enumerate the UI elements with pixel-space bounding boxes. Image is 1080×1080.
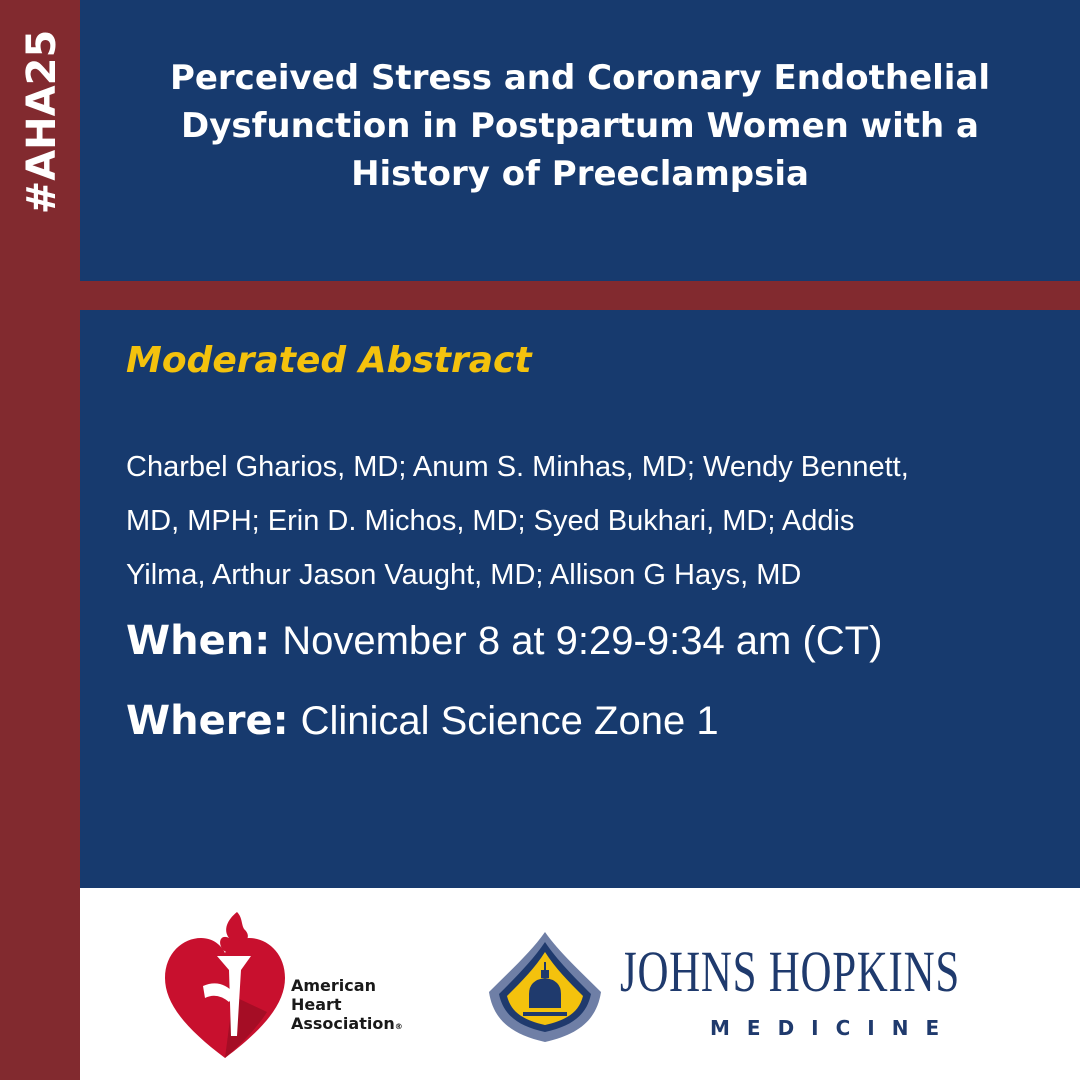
author-list: [126, 440, 1066, 602]
details-panel: [80, 310, 1080, 888]
hashtag-label: #AHA25: [19, 29, 65, 215]
author-line: MD, MPH; Erin D. Michos, MD; Syed Bukhari, MD; Addis: [126, 505, 855, 537]
aha-wordmark: [291, 976, 403, 1036]
aha-wordmark-line: Heart: [291, 995, 342, 1014]
when-value: November 8 at 9:29-9:34 am (CT): [282, 619, 883, 663]
divider-band: [80, 281, 1080, 310]
title-line: Perceived Stress and Coronary Endothelial: [169, 58, 991, 98]
author-line: Charbel Gharios, MD; Anum S. Minhas, MD; Wendy Bennett,: [126, 451, 909, 483]
when-label: When:: [126, 618, 271, 664]
where-label: Where:: [126, 698, 289, 744]
title-line: Dysfunction in Postpartum Women with a: [180, 106, 979, 146]
aha-wordmark-line: American: [291, 976, 376, 995]
page-title: [80, 54, 1080, 198]
registered-mark: ®: [394, 1022, 403, 1031]
when-row: [126, 618, 882, 664]
session-type: Moderated Abstract: [126, 340, 532, 381]
side-bar: [0, 0, 80, 1080]
footer-logos: [80, 888, 1080, 1080]
title-line: History of Preeclampsia: [351, 154, 809, 194]
where-row: [126, 698, 719, 744]
johns-hopkins-medicine-label: MEDICINE: [710, 1016, 957, 1040]
aha-wordmark-line: Association®: [291, 1014, 403, 1033]
author-line: Yilma, Arthur Jason Vaught, MD; Allison G Hays, MD: [126, 559, 802, 591]
title-panel: [80, 0, 1080, 281]
johns-hopkins-wordmark: JOHNS HOPKINS: [620, 939, 960, 1004]
johns-hopkins-shield-icon: [485, 928, 605, 1046]
where-value: Clinical Science Zone 1: [300, 699, 719, 743]
